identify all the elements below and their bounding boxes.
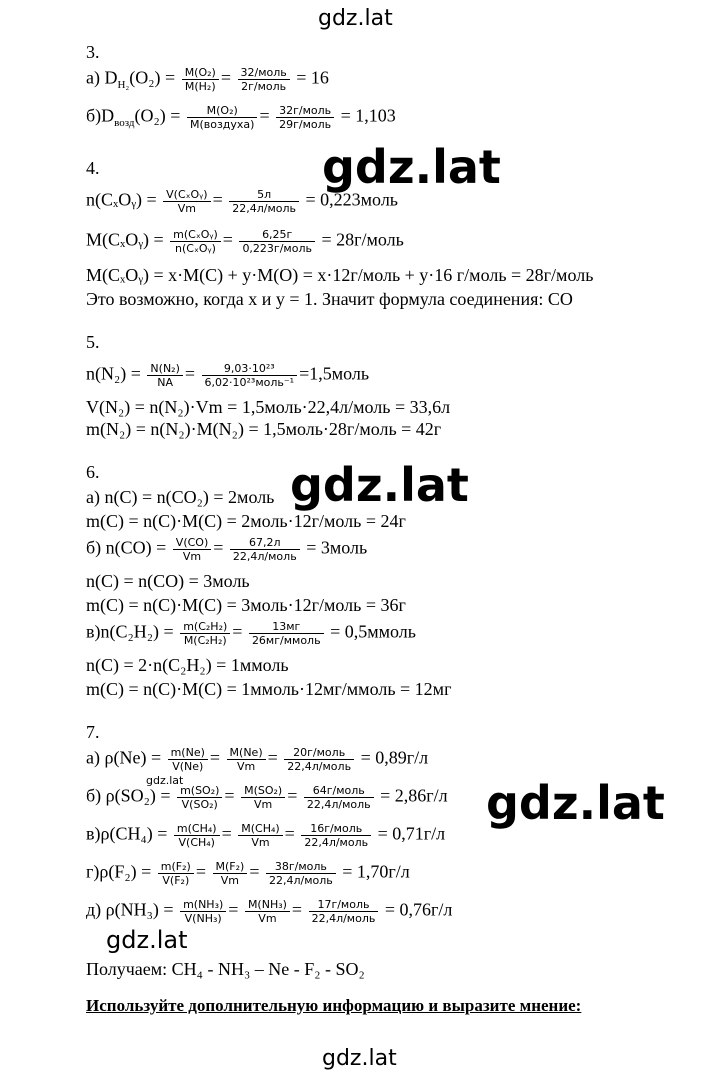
task-6-line-4: n(C) = n(CO) = 3моль (86, 571, 250, 591)
result: = 16 (296, 67, 329, 88)
task-6-line-7: n(C) = 2·n(C₂H₂) = 1ммоль (86, 655, 289, 675)
text: б) ρ(SO₂) = (86, 785, 171, 806)
fraction: $\frac{\text{N(N₂)}}{NA}$ (147, 362, 182, 389)
task-6-line-1: а) n(C) = n(CO₂) = 2моль (86, 487, 275, 507)
subscript: H₂ (117, 79, 130, 92)
task-3-number: 3. (86, 42, 100, 62)
fraction: $\frac{\text{M(O₂)}}{\text{M(H₂)}}$ (182, 66, 219, 93)
fraction: $\frac{\text{M(O₂)}}{\text{M(воздуха)}}$ (187, 104, 258, 131)
task-6-line-3: б) n(CO) = $\frac{V(CO)}{Vm}$ = $\frac{67,2л}{\text{22,4л/моль}}$ = 3моль (86, 536, 368, 563)
task-7-number: 7. (86, 722, 100, 742)
fraction: $\frac{\text{9,03·10²³}}{\text{6,02·10²³моль⁻¹}}$ (202, 362, 298, 389)
watermark-bottom: gdz.lat (322, 1046, 397, 1071)
fraction: $\frac{67,2л}{\text{22,4л/моль}}$ (230, 536, 300, 563)
result: = 1,70г/л (342, 861, 410, 882)
result: = 0,89г/л (360, 747, 429, 768)
result: = 28г/моль (321, 229, 404, 250)
task-7-line-c: в)ρ(CH₄) = $\frac{\text{m(CH₄)}}{\text{V(CH₄)}}$ = $\frac{\text{M(CH₄)}}{Vm}$ = $\frac{\text{16г/моль}}{\text{22,4л/моль}}$ = 0,71г/л (86, 822, 446, 849)
subscript: возд (114, 117, 135, 130)
task-7-line-b: б) ρ(SO₂) = $\frac{\text{m(SO₂)}}{\text{V(SO₂)}}$ = $\frac{\text{M(SO₂)}}{Vm}$ = $\frac{\text{64г/моль}}{\text{22,4л/моль}}$ = 2,86г/л (86, 784, 448, 811)
result: = 0,223моль (305, 189, 399, 210)
result: = 0,76г/л (384, 899, 453, 920)
fraction: $\frac{\text{m(CₓOᵧ)}}{\text{n(CₓOᵧ)}}$ (170, 228, 221, 255)
text: г)ρ(F₂) = (86, 861, 152, 882)
fraction: $\frac{\text{64г/моль}}{\text{22,4л/моль}}$ (304, 784, 374, 811)
result: = 1,103 (340, 105, 396, 126)
text: в)ρ(CH₄) = (86, 823, 168, 844)
fraction: $\frac{\text{M(F₂)}}{Vm}$ (213, 860, 248, 887)
task-6-number: 6. (86, 462, 100, 482)
fraction: $\frac{\text{m(SO₂)}}{\text{V(SO₂)}}$ (177, 784, 222, 811)
fraction: $\frac{\text{32г/моль}}{\text{29г/моль}}$ (276, 104, 334, 131)
fraction: $\frac{\text{V(CₓOᵧ)}}{Vm}$ (163, 188, 210, 215)
fraction: $\frac{\text{m(NH₃)}}{\text{V(NH₃)}}$ (180, 898, 226, 925)
watermark-top: gdz.lat (318, 6, 393, 31)
task-6-line-6: в)n(C₂H₂) = $\frac{\text{m(C₂H₂)}}{\text{M(C₂H₂)}}$ = $\frac{13мг}{\text{26мг/ммоль}}$ = 0,5ммоль (86, 620, 416, 647)
task-5-number: 5. (86, 332, 100, 352)
task-7-line-e: д) ρ(NH₃) = $\frac{\text{m(NH₃)}}{\text{V(NH₃)}}$ = $\frac{\text{M(NH₃)}}{Vm}$ = $\frac{\text{17г/моль}}{\text{22,4л/моль}}$ = 0,76г/л (86, 898, 453, 925)
text: б) n(CO) = (86, 537, 167, 558)
fraction: $\frac{M(Ne)}{Vm}$ (227, 746, 266, 773)
fraction: $\frac{13мг}{\text{26мг/ммоль}}$ (249, 620, 324, 647)
text: n(CₓOᵧ) = (86, 189, 157, 210)
text: M(CₓOᵧ) = (86, 229, 164, 250)
text: (O₂) = (129, 67, 176, 88)
task-5-line-1: n(N₂) = $\frac{\text{N(N₂)}}{NA}$ = $\frac{\text{9,03·10²³}}{\text{6,02·10²³моль⁻¹}}$ =1,5моль (86, 362, 370, 389)
fraction: $\frac{\text{M(NH₃)}}{Vm}$ (245, 898, 290, 925)
result: =1,5моль (299, 363, 370, 384)
text: а) D (86, 67, 118, 88)
fraction: $\frac{\text{17г/моль}}{\text{22,4л/моль}}$ (309, 898, 379, 925)
fraction: $\frac{6,25г}{\text{0,223г/моль}}$ (239, 228, 315, 255)
task-5-line-3: m(N₂) = n(N₂)·M(N₂) = 1,5моль·28г/моль = 42г (86, 419, 442, 439)
task-7-result: Получаем: CH₄ - NH₃ – Ne - F₂ - SO₂ (86, 959, 365, 979)
fraction: $\frac{\text{20г/моль}}{\text{22,4л/моль}}$ (284, 746, 354, 773)
task-3-line-a: а) $D_{H_2}(O_2)$ = $\frac{\text{M(O₂)}}{\text{M(H₂)}}$ = $\frac{\text{32/моль}}{\text{2г/моль}}$ = 16 (86, 66, 329, 93)
fraction: $\frac{\text{M(CH₄)}}{Vm}$ (238, 822, 282, 849)
task-4-line-2: M(CₓOᵧ) = $\frac{\text{m(CₓOᵧ)}}{\text{n(CₓOᵧ)}}$ = $\frac{6,25г}{\text{0,223г/моль}}$ = 28г/моль (86, 228, 404, 255)
task-4-number: 4. (86, 158, 100, 178)
fraction: $\frac{\text{38г/моль}}{\text{22,4л/моль}}$ (266, 860, 336, 887)
watermark-large-2: gdz.lat (290, 458, 469, 512)
fraction: $\frac{\text{m(F₂)}}{\text{V(F₂)}}$ (158, 860, 194, 887)
text: б)D (86, 105, 115, 126)
watermark-large-3: gdz.lat (486, 776, 665, 830)
task-4-line-1: n(CₓOᵧ) = $\frac{\text{V(CₓOᵧ)}}{Vm}$ = $\frac{5л}{\text{22,4л/моль}}$ = 0,223моль (86, 188, 399, 215)
text: д) ρ(NH₃) = (86, 899, 174, 920)
task-7-line-a: а) ρ(Ne) = $\frac{m(Ne)}{V(Ne)}$ = $\frac{M(Ne)}{Vm}$ = $\frac{\text{20г/моль}}{\text{22,4л/моль}}$ = 0,89г/л (86, 746, 429, 773)
result: = 2,86г/л (380, 785, 448, 806)
section-title: Используйте дополнительную информацию и выразите мнение: (86, 996, 582, 1015)
result: = 3моль (306, 537, 368, 558)
task-3-line-b: $б)D_{возд}(O_2)$ = $\frac{\text{M(O₂)}}{\text{M(воздуха)}}$ = $\frac{\text{32г/моль}}{\text{29г/моль}}$ = 1,103 (86, 104, 396, 131)
text: а) ρ(Ne) = (86, 747, 162, 768)
fraction: $\frac{\text{m(C₂H₂)}}{\text{M(C₂H₂)}}$ (180, 620, 230, 647)
fraction: $\frac{\text{32/моль}}{\text{2г/моль}}$ (238, 66, 290, 93)
task-6-line-5: m(C) = n(C)·M(C) = 3моль·12г/моль = 36г (86, 595, 406, 615)
text: n(N₂) = (86, 363, 141, 384)
task-6-line-8: m(C) = n(C)·M(C) = 1ммоль·12мг/ммоль = 12мг (86, 679, 452, 699)
fraction: $\frac{\text{m(CH₄)}}{\text{V(CH₄)}}$ (174, 822, 220, 849)
watermark-large-1: gdz.lat (322, 140, 501, 194)
fraction: $\frac{\text{16г/моль}}{\text{22,4л/моль}}$ (301, 822, 371, 849)
text: (O₂) = (134, 105, 181, 126)
fraction: $\frac{m(Ne)}{V(Ne)}$ (168, 746, 208, 773)
watermark-tiny: gdz.lat (146, 774, 184, 787)
task-6-line-2: m(C) = n(C)·M(C) = 2моль·12г/моль = 24г (86, 511, 406, 531)
watermark-small: gdz.lat (106, 926, 188, 954)
task-4-line-4: Это возможно, когда x и y = 1. Значит формула соединения: CO (86, 289, 573, 309)
fraction: $\frac{V(CO)}{Vm}$ (173, 536, 211, 563)
text: в)n(C₂H₂) = (86, 621, 174, 642)
task-4-line-3: M(CₓOᵧ) = x·M(C) + y·M(O) = x·12г/моль + y·16 г/моль = 28г/моль (86, 265, 594, 285)
fraction: $\frac{\text{M(SO₂)}}{Vm}$ (241, 784, 285, 811)
task-5-line-2: V(N₂) = n(N₂)·Vm = 1,5моль·22,4л/моль = 33,6л (86, 397, 451, 417)
task-7-line-d: г)ρ(F₂) = $\frac{\text{m(F₂)}}{\text{V(F₂)}}$ = $\frac{\text{M(F₂)}}{Vm}$ = $\frac{\text{38г/моль}}{\text{22,4л/моль}}$ = 1,70г/л (86, 860, 410, 887)
result: = 0,71г/л (377, 823, 446, 844)
result: = 0,5ммоль (330, 621, 416, 642)
fraction: $\frac{5л}{\text{22,4л/моль}}$ (229, 188, 299, 215)
